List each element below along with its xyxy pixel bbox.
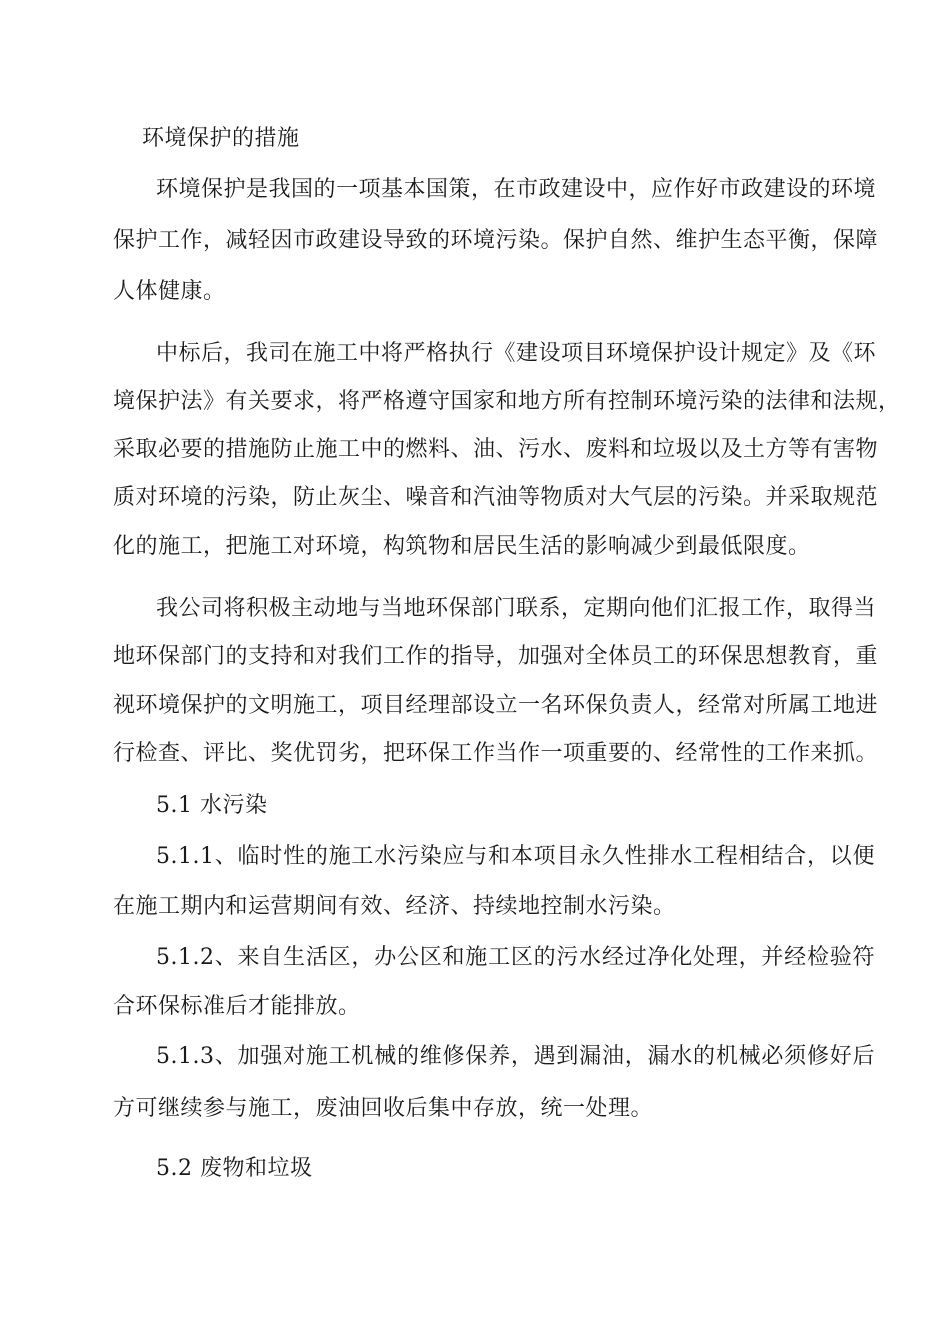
item-5-1-1-line-1: 5.1.1、临时性的施工水污染应与和本项目永久性排水工程相结合，以便 [156,844,875,869]
section-heading-5-2: 5.2 废物和垃圾 [156,1156,313,1181]
paragraph-1-line-1: 环境保护是我国的一项基本国策，在市政建设中，应作好市政建设的环境 [156,177,877,202]
paragraph-1-line-2: 保护工作，减轻因市政建设导致的环境污染。保护自然、维护生态平衡，保障 [113,228,879,253]
paragraph-2-line-5: 化的施工，把施工对环境，构筑物和居民生活的影响减少到最低限度。 [113,534,811,559]
item-5-1-3-line-2: 方可继续参与施工，废油回收后集中存放，统一处理。 [113,1096,654,1121]
paragraph-2-line-3: 采取必要的措施防止施工中的燃料、油、污水、废料和垃圾以及土方等有害物 [113,437,879,462]
paragraph-2-line-4: 质对环境的污染，防止灰尘、噪音和汽油等物质对大气层的污染。并采取规范 [113,485,879,510]
paragraph-3-line-2: 地环保部门的支持和对我们工作的指导，加强对全体员工的环保思想教育，重 [113,644,879,669]
paragraph-1-line-3: 人体健康。 [113,279,226,304]
item-5-1-3-line-1: 5.1.3、加强对施工机械的维修保养，遇到漏油，漏水的机械必须修好后 [156,1044,875,1069]
paragraph-2-line-2: 境保护法》有关要求，将严格遵守国家和地方所有控制环境污染的法律和法规， [113,389,901,414]
item-5-1-2-line-2: 合环保标准后才能排放。 [113,994,361,1019]
page-title: 环境保护的措施 [142,126,300,151]
item-5-1-2-line-1: 5.1.2、来自生活区，办公区和施工区的污水经过净化处理，并经检验符 [156,945,875,970]
paragraph-3-line-4: 行检查、评比、奖优罚劣，把环保工作当作一项重要的、经常性的工作来抓。 [113,741,879,766]
paragraph-3-line-1: 我公司将积极主动地与当地环保部门联系，定期向他们汇报工作，取得当 [156,596,877,621]
paragraph-2-line-1: 中标后，我司在施工中将严格执行《建设项目环境保护设计规定》及《环 [156,341,877,366]
item-5-1-1-line-2: 在施工期内和运营期间有效、经济、持续地控制水污染。 [113,894,676,919]
section-heading-5-1: 5.1 水污染 [156,793,268,818]
paragraph-3-line-3: 视环境保护的文明施工，项目经理部设立一名环保负责人，经常对所属工地进 [113,693,879,718]
